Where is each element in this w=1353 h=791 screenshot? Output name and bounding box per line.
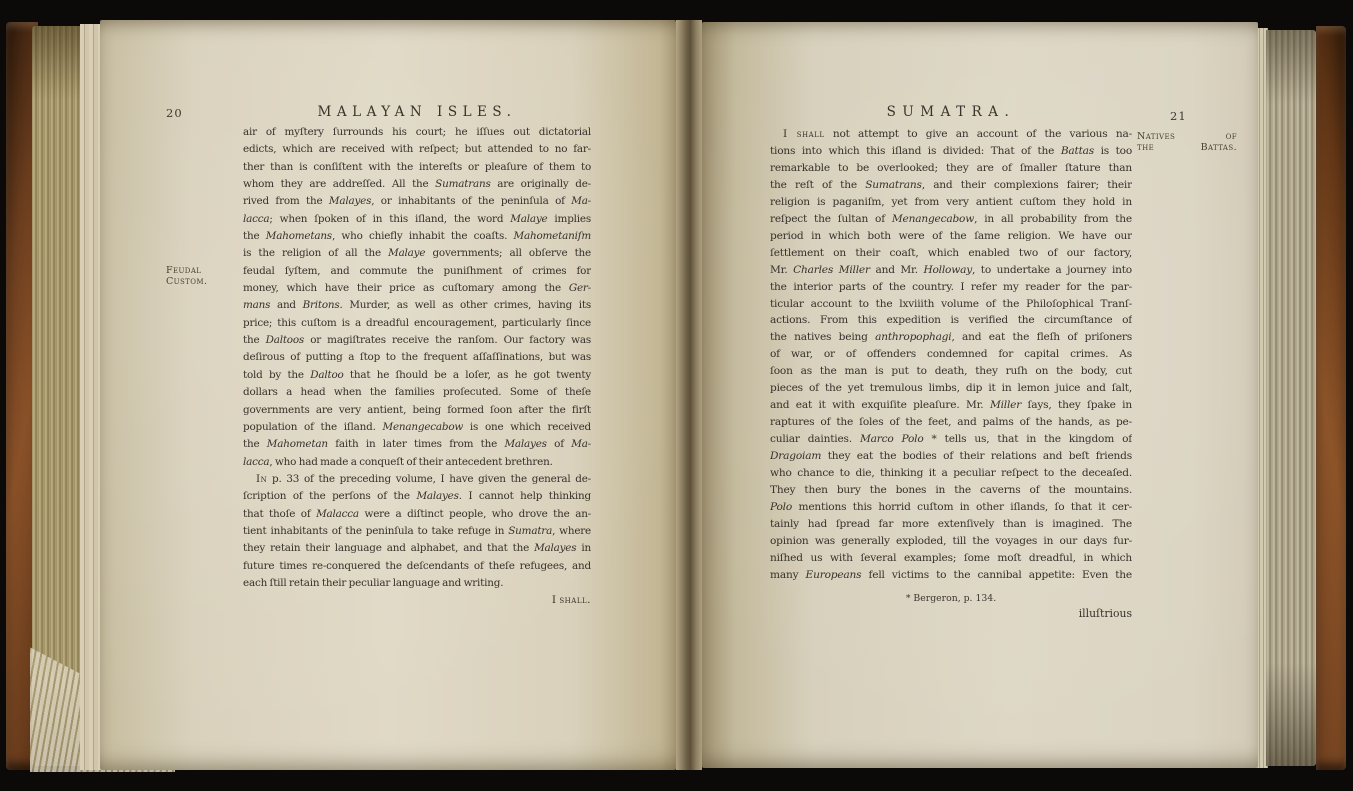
text-line: niſhed us with ſeveral examples; ſome moſt dreadful, in which: [770, 551, 1132, 564]
margin-note-natives-battas: [1137, 132, 1237, 153]
catchword-right: illuſtrious: [1078, 607, 1132, 620]
right-book-cover: [1316, 26, 1346, 770]
text-line: many Europeans fell victims to the cannibal appetite: Even the: [770, 568, 1132, 581]
book-gutter: [676, 20, 702, 770]
text-line: In p. 33 of the preceding volume, I have given the general de-: [256, 472, 591, 485]
body-text-left: [243, 124, 591, 592]
text-line: They then bury the bones in the caverns of the mountains.: [770, 484, 1132, 497]
page-number-left: 20: [166, 106, 183, 120]
right-page: [702, 22, 1258, 768]
text-line: air of myſtery ſurrounds his court; he iſſues out dictatorial: [243, 126, 591, 138]
text-line: Custom.: [166, 276, 208, 287]
text-line: raptures of the ſoles of the feet, and palms of the hands, as pe-: [770, 416, 1132, 429]
text-line: mans and Britons. Murder, as well as other crimes, having its: [243, 299, 591, 312]
text-line: tions into which this iſland is divided: That of the Battas is too: [770, 144, 1132, 157]
text-line: edicts, which are received with reſpect; but attended to no far-: [243, 143, 591, 156]
text-line: culiar dainties. Marco Polo * tells us, that in the kingdom of: [770, 433, 1132, 446]
text-line: religion is paganiſm, yet from very antient cuſtom they hold in: [770, 195, 1132, 208]
text-line: Feudal: [166, 266, 202, 276]
text-line: population of the iſland. Menangecabow is one which received: [243, 420, 591, 433]
text-line: actions. From this expedition is verified the circumſtance of: [770, 314, 1132, 327]
text-line: the reſt of the Sumatrans, and their complexions fairer; their: [770, 178, 1132, 191]
text-line: tainly had ſpread far more extenſively than is imagined. The: [770, 517, 1132, 530]
left-page-edge-layers: [80, 24, 102, 770]
footnote: * Bergeron, p. 134.: [905, 593, 997, 604]
text-line: who chance to die, thinking it a peculiar reſpect to the deceaſed.: [770, 467, 1132, 480]
text-line: pieces of the yet tremulous limbs, dip it in lemon juice and ſalt,: [770, 382, 1132, 395]
text-line: of war, or of offenders condemned for capital crimes. As: [770, 348, 1132, 361]
text-line: the Mahometans, who chiefly inhabit the coaſts. Mahometaniſm: [243, 230, 591, 243]
left-page: [100, 20, 676, 770]
text-line: remarkable to be overlooked; they are of ſmaller ſtature than: [770, 161, 1132, 174]
text-line: price; this cuſtom is a dreadful encouragement, particularly ſince: [243, 316, 591, 329]
text-line: is the religion of all the Malaye governments; all obſerve the: [243, 247, 591, 260]
text-line: future times re-conquered the deſcendants of theſe refugees, and: [243, 559, 591, 572]
text-line: ſcription of the perſons of the Malayes. I cannot help thinking: [243, 490, 591, 503]
text-line: rived from the Malayes, or inhabitants of the peninſula of Ma-: [243, 195, 591, 208]
text-line: lacca, who had made a conqueſt of their antecedent brethren.: [243, 455, 553, 468]
text-line: Mr. Charles Miller and Mr. Holloway, to undertake a journey into: [770, 263, 1132, 276]
text-line: lacca; when ſpoken of in this iſland, the word Malaye implies: [243, 212, 591, 225]
text-line: ſettlement on their coaſt, which enabled two of our factory,: [770, 246, 1132, 259]
text-line: ſoon as the man is put to death, they ruſh on the body, cut: [770, 365, 1132, 378]
text-line: period in which both were of the ſame religion. We have our: [770, 229, 1132, 242]
text-line: the Battas.: [1137, 142, 1237, 153]
margin-note-feudal-custom: [166, 266, 238, 287]
text-line: money, which have their price as cuſtomary among the Ger-: [243, 282, 591, 295]
text-line: reſpect the ſultan of Menangecabow, in all probability from the: [770, 212, 1132, 225]
text-line: the interior parts of the country. I refer my reader for the par-: [770, 280, 1132, 293]
text-line: the Daltoos or magiſtrates receive the ranſom. Our factory was: [243, 334, 591, 347]
running-head-right: SUMATRA.: [886, 104, 1016, 120]
text-line: Dragoiam they eat the bodies of their relations and beſt friends: [770, 450, 1132, 463]
text-line: opinion was generally exploded, till the voyages in our days fur-: [770, 534, 1132, 547]
right-fore-edge-pages: [1266, 30, 1316, 766]
text-line: they retain their language and alphabet, and that the Malayes in: [243, 542, 591, 555]
text-line: Natives of: [1137, 132, 1237, 142]
catchword-left: I shall.: [551, 594, 591, 606]
running-head-left: MALAYAN ISLES.: [317, 104, 517, 120]
text-line: governments are very antient, being formed ſoon after the firſt: [243, 403, 591, 416]
text-line: the natives being anthropophagi, and eat the fleſh of priſoners: [770, 331, 1132, 344]
page-number-right: 21: [1170, 109, 1187, 123]
text-line: tient inhabitants of the peninſula to take refuge in Sumatra, where: [243, 524, 591, 537]
text-line: feudal ſyſtem, and commute the puniſhment of crimes for: [243, 264, 591, 277]
text-line: I shall not attempt to give an account of the various na-: [783, 128, 1132, 140]
body-text-right: [770, 126, 1132, 584]
text-line: dollars a head when the families proſecuted. Some of theſe: [243, 386, 591, 399]
text-line: ther than is conſiſtent with the intereſts or pleaſure of them to: [243, 160, 591, 173]
text-line: each ſtill retain their peculiar language and writing.: [243, 576, 504, 589]
text-line: whom they are addreſſed. All the Sumatrans are originally de-: [243, 178, 591, 191]
text-line: ticular account to the lxviiith volume of the Philoſophical Tranſ-: [770, 297, 1132, 310]
text-line: Polo mentions this horrid cuſtom in other iſlands, ſo that it cer-: [770, 500, 1132, 513]
text-line: and eat it with exquiſite pleaſure. Mr. Miller ſays, they ſpake in: [770, 399, 1132, 412]
text-line: deſirous of putting a ſtop to the frequent aſſaſſinations, but was: [243, 351, 591, 364]
text-line: told by the Daltoo that he ſhould be a loſer, as he got twenty: [243, 368, 591, 381]
text-line: the Mahometan faith in later times from the Malayes of Ma-: [243, 438, 591, 451]
text-line: that thoſe of Malacca were a diſtinct people, who drove the an-: [243, 507, 591, 520]
